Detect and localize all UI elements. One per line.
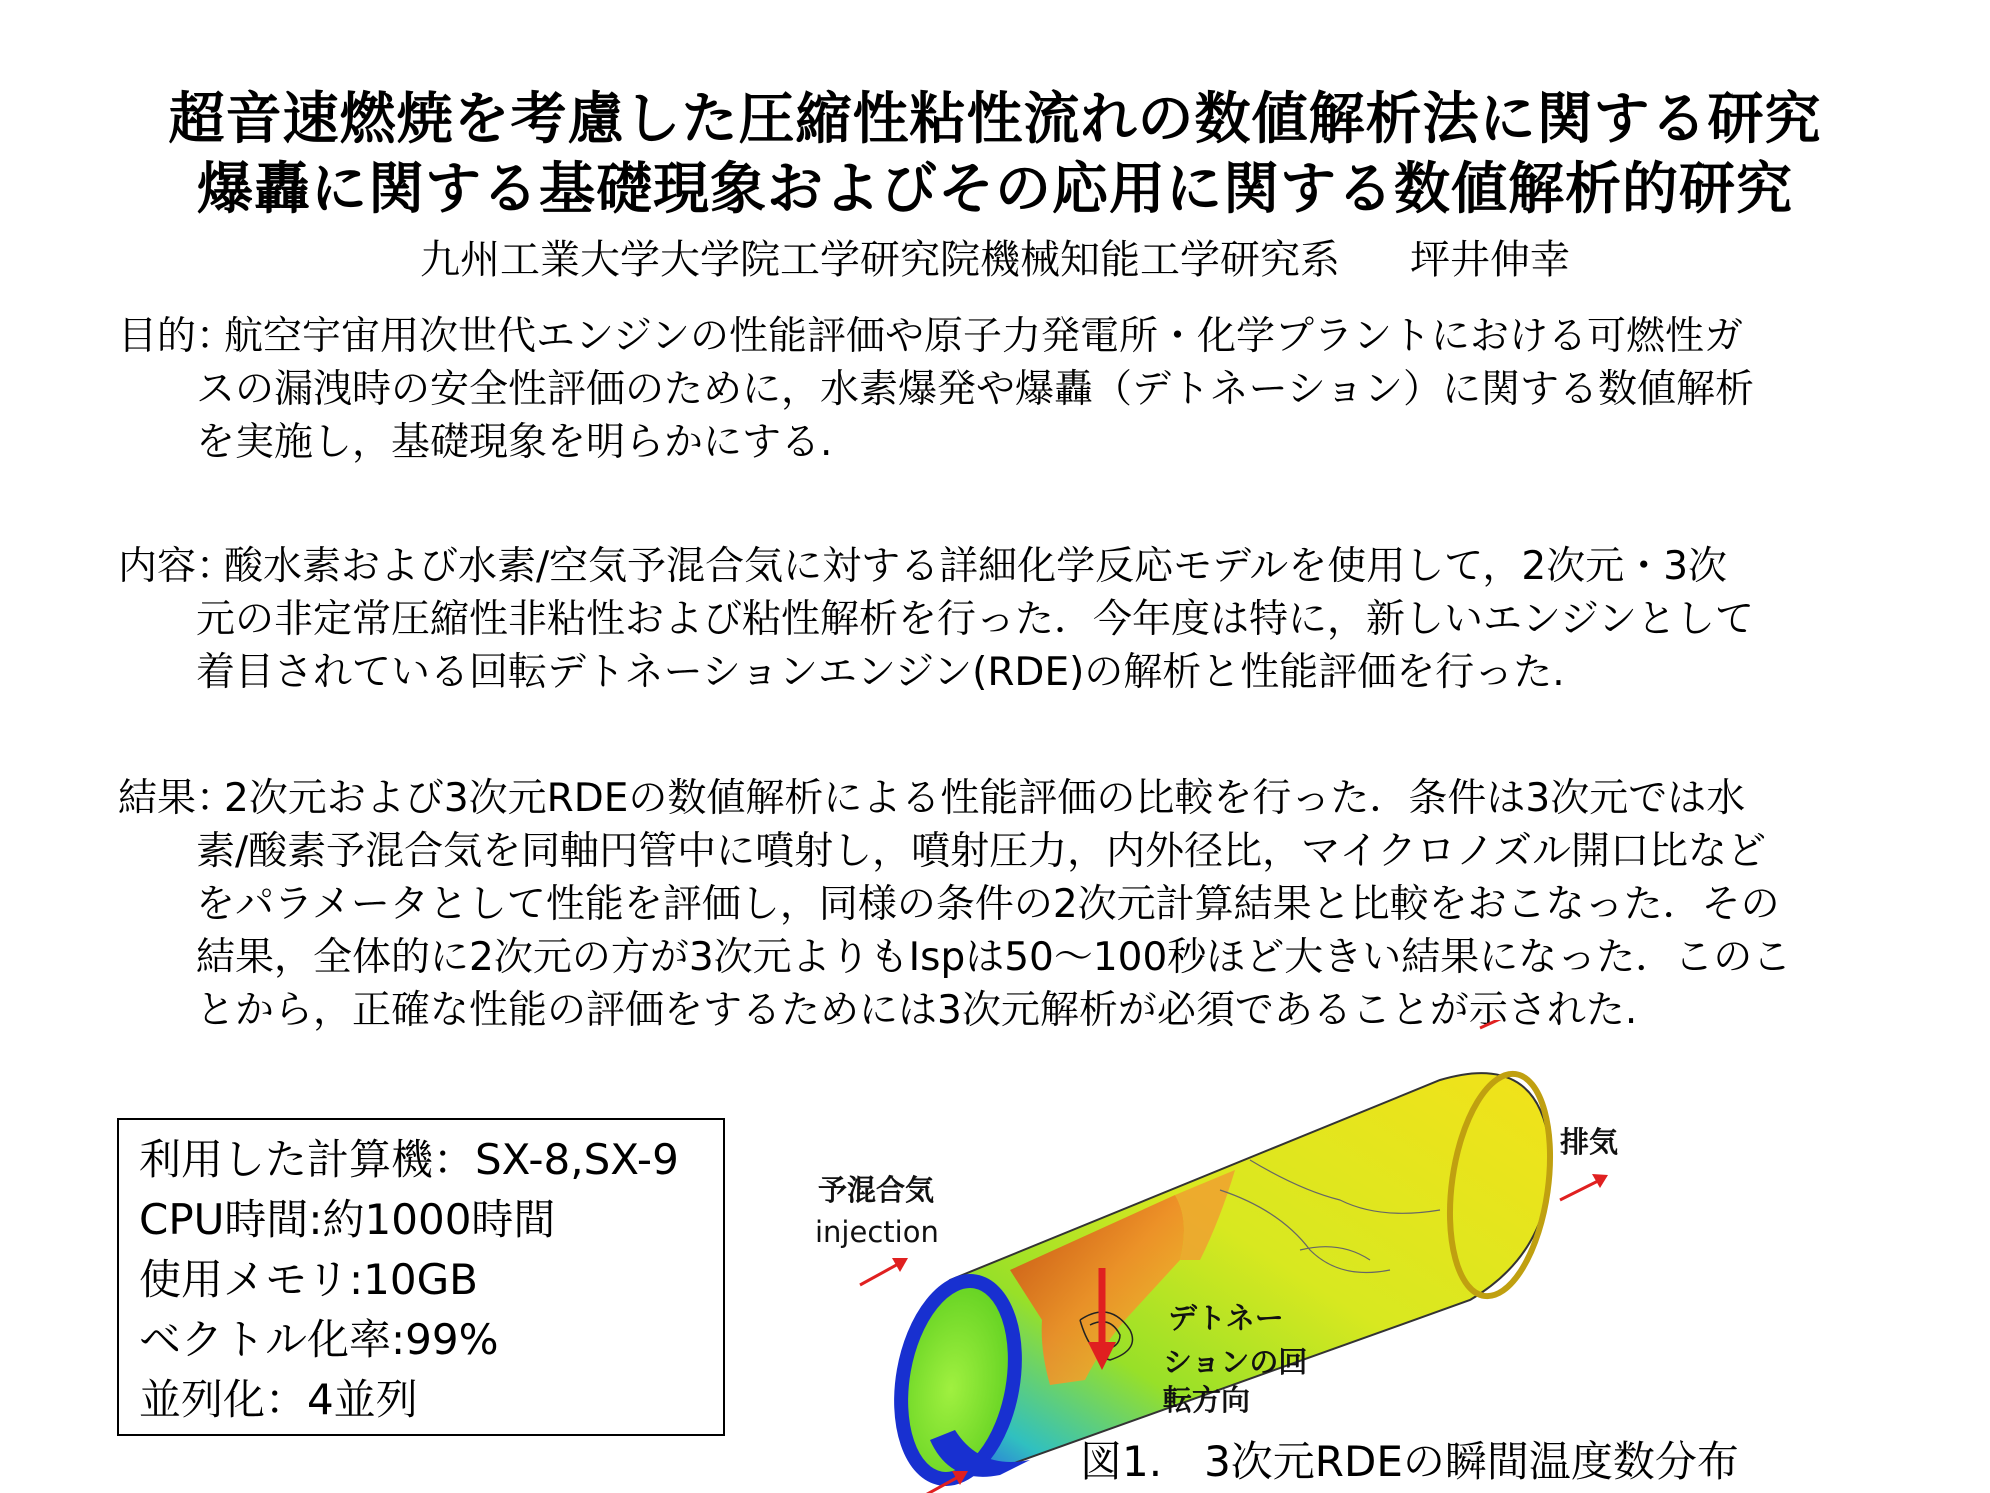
section-label: 結果： bbox=[118, 776, 236, 821]
section-line: 2次元および3次元RDEの数値解析による性能評価の比較を行った．条件は3次元では水 bbox=[224, 776, 1746, 821]
section-body bbox=[118, 540, 1878, 593]
section-line: 結果，全体的に2次元の方が3次元よりもIspは50～100秒ほど大きい結果になった．このこ bbox=[196, 935, 1792, 980]
section-line: 酸水素および水素/空気予混合気に対する詳細化学反応モデルを使用して，2次元・3次 bbox=[224, 544, 1728, 589]
figure-caption: 図1. 3次元RDEの瞬間温度数分布 bbox=[1080, 1437, 1739, 1486]
section-label: 内容： bbox=[118, 544, 236, 589]
section-body bbox=[118, 310, 1878, 363]
title-line-1: 超音速燃焼を考慮した圧縮性粘性流れの数値解析法に関する研究 bbox=[168, 87, 1822, 152]
section-result bbox=[118, 772, 1878, 1037]
section-body-cont bbox=[118, 825, 1878, 1037]
arrow-injection-upper bbox=[860, 1258, 908, 1285]
compute-info-box bbox=[117, 1118, 725, 1436]
label-mixture: 予混合気 bbox=[818, 1173, 935, 1207]
section-purpose bbox=[118, 310, 1878, 469]
label-detonation-3: 転方向 bbox=[1163, 1383, 1251, 1417]
info-parallel: 並列化：4並列 bbox=[139, 1375, 418, 1424]
info-memory: 使用メモリ:10GB bbox=[139, 1255, 478, 1304]
author-name: 坪井伸幸 bbox=[1410, 237, 1570, 283]
section-label: 目的： bbox=[118, 314, 236, 359]
section-line: スの漏洩時の安全性評価のために，水素爆発や爆轟（デトネーション）に関する数値解析 bbox=[196, 367, 1755, 412]
label-detonation-1: デトネー bbox=[1168, 1301, 1284, 1335]
arrow-exhaust-lower bbox=[1560, 1174, 1608, 1200]
label-detonation-2: ションの回 bbox=[1163, 1345, 1308, 1379]
rde-figure bbox=[780, 1020, 1990, 1493]
section-line: 着目されている回転デトネーションエンジン(RDE)の解析と性能評価を行った. bbox=[196, 650, 1565, 695]
section-body bbox=[118, 772, 1878, 825]
author-line bbox=[0, 236, 1990, 284]
section-line: とから，正確な性能の評価をするためには3次元解析が必須であることが示された. bbox=[196, 988, 1638, 1033]
section-line: を実施し，基礎現象を明らかにする. bbox=[196, 420, 833, 465]
section-body-cont bbox=[118, 593, 1878, 699]
info-computer: 利用した計算機：SX-8,SX-9 bbox=[139, 1135, 679, 1184]
section-content bbox=[118, 540, 1878, 699]
section-line: 素/酸素予混合気を同軸円管中に噴射し，噴射圧力，内外径比，マイクロノズル開口比など bbox=[196, 829, 1767, 874]
label-injection: injection bbox=[815, 1215, 939, 1249]
info-vectorization: ベクトル化率:99% bbox=[139, 1315, 499, 1364]
label-exhaust: 排気 bbox=[1560, 1125, 1619, 1159]
arrow-exhaust-upper bbox=[1480, 1020, 1520, 1028]
section-line: 元の非定常圧縮性非粘性および粘性解析を行った．今年度は特に，新しいエンジンとして bbox=[196, 597, 1755, 642]
info-cpu-time: CPU時間:約1000時間 bbox=[139, 1195, 556, 1244]
rde-tube bbox=[886, 1067, 1563, 1488]
section-body-cont bbox=[118, 363, 1878, 469]
section-line: をパラメータとして性能を評価し，同様の条件の2次元計算結果と比較をおこなった．その bbox=[196, 882, 1780, 927]
section-line: 航空宇宙用次世代エンジンの性能評価や原子力発電所・化学プラントにおける可燃性ガ bbox=[224, 314, 1744, 359]
title-line-2: 爆轟に関する基礎現象およびその応用に関する数値解析的研究 bbox=[197, 157, 1793, 222]
author-affiliation: 九州工業大学大学院工学研究院機械知能工学研究系 bbox=[420, 237, 1340, 283]
